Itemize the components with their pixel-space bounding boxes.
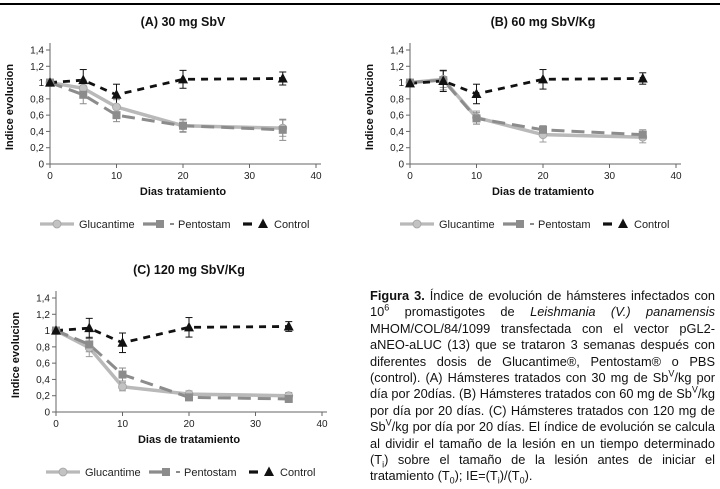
y-tick-label: 0,6	[390, 110, 404, 122]
x-tick-label: 40	[316, 419, 328, 430]
y-tick-label: 1	[38, 78, 44, 90]
x-tick-label: 10	[116, 419, 129, 430]
figure-caption	[370, 288, 715, 485]
marker-circle	[113, 103, 121, 111]
chart-b-plot	[360, 4, 720, 240]
y-tick-label: 0	[44, 407, 50, 419]
legend-label-control: Control	[280, 467, 316, 479]
marker-circle	[53, 220, 61, 228]
x-tick-label: 40	[310, 171, 322, 182]
x-tick-label: 30	[243, 171, 256, 182]
marker-triangle	[258, 219, 268, 229]
caption-segment: Leishmania (V.) panamensis	[530, 304, 715, 320]
y-tick-label: 0,4	[36, 374, 50, 386]
chart-panel-b	[360, 4, 720, 240]
caption-segment: /kg por día por 20 días. (C) Hámsteres tratados con 120 mg de Sb	[370, 386, 715, 435]
x-tick-label: 30	[249, 419, 262, 430]
y-tick-label: 0,8	[36, 342, 50, 354]
y-tick-label: 0,6	[30, 110, 44, 122]
y-tick-label: 0,2	[390, 143, 404, 155]
x-axis-label: Dias tratamiento	[139, 186, 227, 198]
legend-label-pentostam: Pentostam	[538, 219, 591, 231]
marker-square	[179, 122, 187, 130]
chart-title: (B) 60 mg SbV/Kg	[490, 15, 596, 29]
caption-segment: V	[385, 417, 392, 428]
y-tick-label: 0,8	[30, 94, 44, 106]
series-line-pentostam	[410, 80, 643, 135]
caption-segment: 0	[519, 476, 525, 487]
marker-triangle	[538, 74, 548, 84]
marker-square	[473, 114, 481, 122]
marker-triangle	[178, 74, 188, 84]
marker-circle	[59, 468, 67, 476]
legend-label-glucantime: Glucantime	[79, 219, 135, 231]
caption-segment: i	[497, 476, 500, 487]
marker-square	[119, 371, 127, 379]
caption-segment: V	[668, 368, 675, 379]
caption-segment: )/(T	[499, 468, 520, 484]
marker-square	[113, 111, 121, 119]
marker-square	[285, 395, 293, 403]
y-tick-label: 0,2	[36, 391, 50, 403]
x-tick-label: 30	[603, 171, 616, 182]
y-tick-label: 1,2	[30, 61, 44, 73]
caption-segment: 0	[449, 476, 455, 487]
y-tick-label: 0,8	[390, 94, 404, 106]
caption-segment: MHOM/COL/84/1099 transfectada con el vector pGL2-aNEO-aLUC (13) que se trataron 3 semanas después con diferentes dosis de Glucantime®, Pentostam® o PBS (control). (A) Hámsteres tratados con 30 mg de Sb	[370, 320, 715, 386]
y-tick-label: 1,4	[390, 45, 404, 57]
x-tick-label: 0	[47, 171, 53, 182]
series-line-glucantime	[56, 331, 289, 396]
marker-square	[539, 126, 547, 134]
chart-title: (C) 120 mg SbV/Kg	[133, 263, 245, 277]
chart-title: (A) 30 mg SbV	[140, 15, 226, 29]
x-tick-label: 0	[407, 171, 413, 182]
y-tick-label: 1,2	[390, 61, 404, 73]
caption-segment: ).	[524, 468, 533, 484]
y-tick-label: 0,4	[390, 126, 404, 138]
marker-triangle	[618, 219, 628, 229]
marker-square	[185, 393, 193, 401]
caption-segment: i	[382, 459, 385, 470]
x-tick-label: 40	[670, 171, 682, 182]
caption-segment: ) sobre el tamaño de la lesión antes de iniciar el tratamiento (T	[370, 452, 715, 484]
y-tick-label: 1,4	[30, 45, 44, 57]
chart-a-plot	[0, 4, 360, 240]
y-tick-label: 1,2	[36, 309, 50, 321]
marker-triangle	[184, 322, 194, 332]
legend-label-control: Control	[634, 219, 670, 231]
y-axis-label: Indice evolucion	[364, 63, 376, 151]
caption-segment: Figura 3.	[370, 288, 425, 303]
marker-circle	[119, 383, 127, 391]
legend-label-pentostam: Pentostam	[184, 467, 237, 479]
caption-segment: V	[691, 385, 698, 396]
chart-panel-c	[6, 252, 366, 488]
y-tick-label: 0,2	[30, 143, 44, 155]
y-tick-label: 1	[398, 78, 404, 90]
y-axis-label: Indice evolucion	[4, 63, 16, 151]
x-tick-label: 10	[110, 171, 123, 182]
legend-label-pentostam: Pentostam	[178, 219, 231, 231]
marker-square	[639, 131, 647, 139]
x-tick-label: 20	[183, 419, 195, 430]
marker-square	[162, 468, 170, 476]
y-tick-label: 0,4	[30, 126, 44, 138]
y-tick-label: 0	[398, 159, 404, 171]
x-tick-label: 20	[537, 171, 549, 182]
chart-c-plot	[6, 252, 366, 488]
x-tick-label: 0	[53, 419, 59, 430]
caption-segment: /kg por día por 20días. (B) Hámsteres tratados con 60 mg de Sb	[370, 370, 715, 402]
series-line-glucantime	[410, 79, 643, 137]
marker-triangle	[264, 467, 274, 477]
legend-label-glucantime: Glucantime	[439, 219, 495, 231]
x-axis-label: Dias de tratamiento	[491, 186, 595, 198]
marker-square	[79, 91, 87, 99]
x-tick-label: 20	[177, 171, 189, 182]
caption-segment: /kg por día por 20 días. El índice de evolución se calcula al dividir el tamaño de la lesión en un tiempo determinado (T	[370, 419, 715, 468]
caption-segment: Índice de evolución de hámsteres infectados con 10	[370, 288, 715, 320]
y-axis-label: Indice evolucion	[10, 311, 22, 399]
marker-triangle	[638, 73, 648, 83]
chart-panel-a	[0, 4, 360, 240]
marker-circle	[413, 220, 421, 228]
caption-segment: 6	[384, 303, 390, 314]
y-tick-label: 1	[44, 326, 50, 338]
x-tick-label: 10	[470, 171, 483, 182]
y-tick-label: 1,4	[36, 293, 50, 305]
y-tick-label: 0	[38, 159, 44, 171]
marker-square	[516, 220, 524, 228]
caption-segment: ); IE=(T	[454, 468, 498, 484]
marker-square	[85, 340, 93, 348]
legend-label-glucantime: Glucantime	[85, 467, 141, 479]
y-tick-label: 0,6	[36, 358, 50, 370]
caption-segment: promastigotes de	[389, 304, 531, 320]
marker-square	[279, 126, 287, 134]
x-axis-label: Dias de tratamiento	[137, 434, 241, 446]
marker-square	[156, 220, 164, 228]
legend-label-control: Control	[274, 219, 310, 231]
